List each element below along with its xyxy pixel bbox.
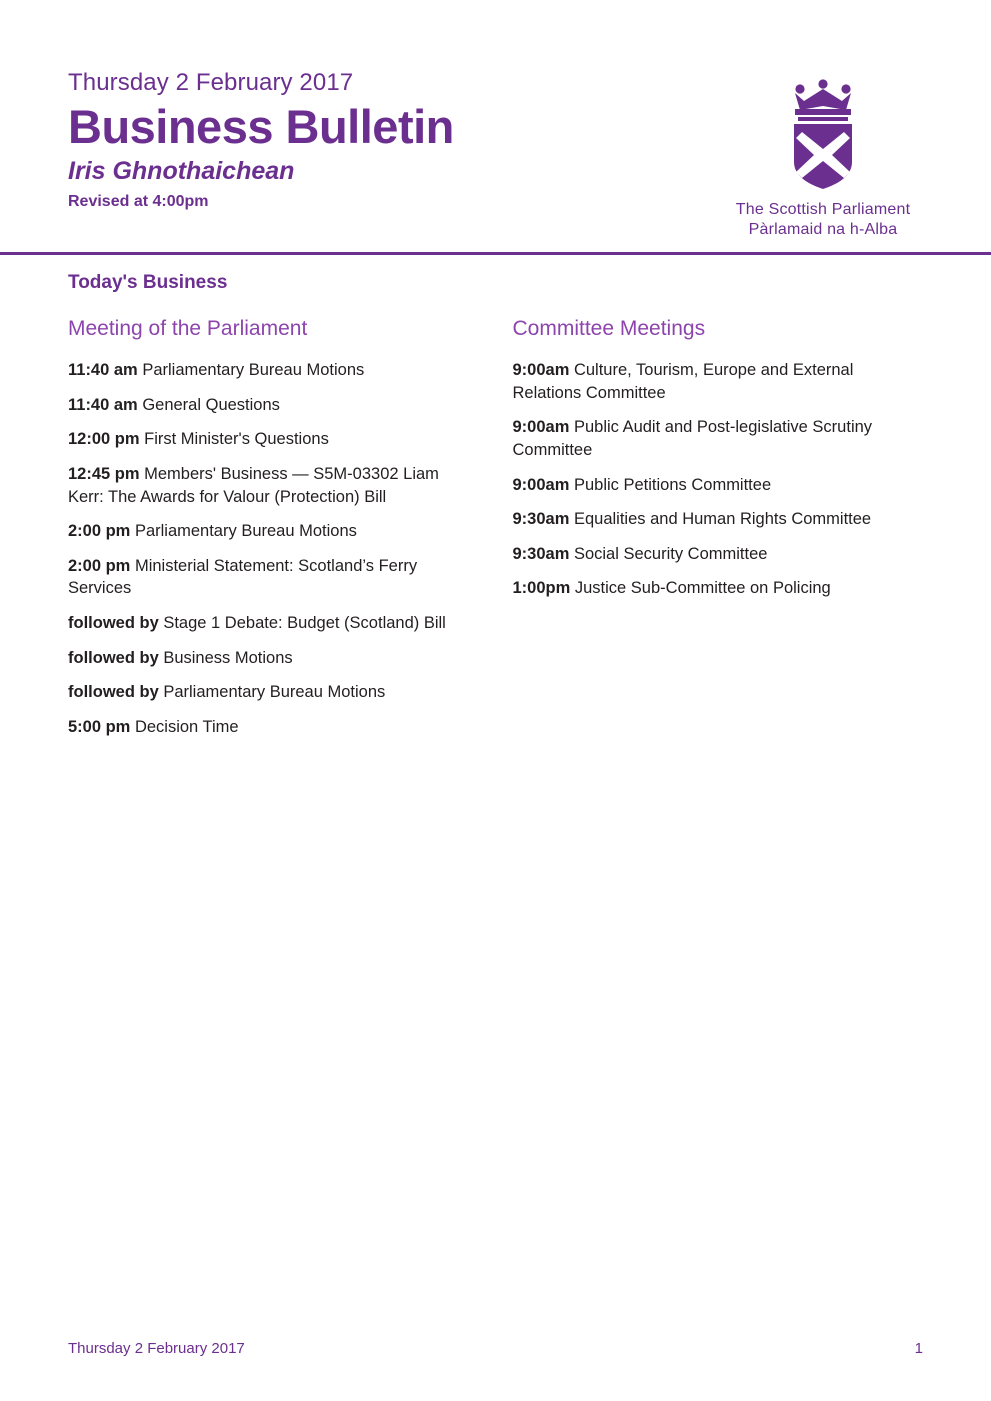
committee-item-time: 9:30am bbox=[512, 544, 570, 563]
committee-item-time: 9:30am bbox=[512, 510, 570, 529]
business-item-text: General Questions bbox=[137, 395, 280, 414]
committee-item-text: Culture, Tourism, Europe and External Relations Committee bbox=[512, 361, 854, 402]
header-subtitle-gaelic: Iris Ghnothaichean bbox=[68, 156, 295, 185]
scottish-parliament-logo bbox=[723, 76, 923, 240]
committee-item bbox=[513, 474, 924, 497]
column-heading: Meeting of the Parliament bbox=[68, 317, 308, 340]
business-item-time: 12:45 pm bbox=[68, 464, 140, 483]
business-item-text: Parliamentary Bureau Motions bbox=[130, 522, 357, 541]
column-committee-meetings bbox=[513, 316, 924, 750]
logo-text-english: The Scottish Parliament bbox=[735, 201, 911, 218]
business-item-text: Parliamentary Bureau Motions bbox=[158, 683, 386, 702]
business-item bbox=[68, 716, 479, 739]
business-item-text: Parliamentary Bureau Motions bbox=[137, 361, 365, 380]
business-item-time: followed by bbox=[68, 683, 159, 702]
business-item-time: 11:40 am bbox=[68, 361, 138, 380]
committee-item bbox=[513, 359, 924, 404]
business-columns bbox=[68, 316, 923, 750]
committee-item-text: Public Audit and Post-legislative Scrutiny Committee bbox=[512, 418, 873, 459]
footer-date: Thursday 2 February 2017 bbox=[68, 1340, 245, 1357]
committee-item bbox=[513, 543, 924, 566]
business-item-text: Business Motions bbox=[158, 648, 293, 667]
section-title-todays-business: Today's Business bbox=[68, 272, 228, 293]
page-title: Business Bulletin bbox=[68, 100, 454, 154]
header-divider bbox=[0, 252, 991, 255]
business-item-time: followed by bbox=[68, 648, 159, 667]
business-item bbox=[68, 612, 479, 635]
header-date: Thursday 2 February 2017 bbox=[68, 69, 354, 96]
business-item bbox=[68, 520, 479, 543]
committee-item-text: Social Security Committee bbox=[569, 544, 768, 563]
business-item-time: 2:00 pm bbox=[68, 522, 131, 541]
document-content bbox=[0, 272, 991, 750]
business-item-text: Stage 1 Debate: Budget (Scotland) Bill bbox=[158, 613, 446, 632]
business-item-time: 5:00 pm bbox=[68, 717, 131, 736]
business-item-text: Ministerial Statement: Scotland’s Ferry Services bbox=[68, 556, 418, 598]
business-item-time: 12:00 pm bbox=[68, 430, 140, 449]
column-meeting-of-the-parliament bbox=[68, 316, 479, 750]
logo-text-gaelic: Pàrlamaid na h-Alba bbox=[748, 221, 898, 238]
committee-item-time: 9:00am bbox=[512, 475, 570, 494]
business-item bbox=[68, 463, 479, 508]
committee-item-time: 1:00pm bbox=[512, 579, 571, 598]
business-item-time: 2:00 pm bbox=[68, 556, 131, 575]
business-item-text: Members' Business — S5M-03302 Liam Kerr: The Awards for Valour (Protection) Bill bbox=[68, 464, 439, 506]
business-item bbox=[68, 359, 479, 382]
business-item bbox=[68, 555, 479, 600]
committee-item-time: 9:00am bbox=[512, 418, 570, 437]
footer-page-number: 1 bbox=[914, 1340, 923, 1357]
committee-item-time: 9:00am bbox=[512, 361, 570, 380]
business-item bbox=[68, 428, 479, 451]
document-footer bbox=[0, 1340, 991, 1357]
header-revised-time: Revised at 4:00pm bbox=[68, 193, 209, 211]
committee-item bbox=[513, 577, 924, 600]
committee-item-text: Equalities and Human Rights Committee bbox=[569, 510, 872, 529]
business-item-text: Decision Time bbox=[130, 717, 239, 736]
committee-item bbox=[513, 508, 924, 531]
column-heading: Committee Meetings bbox=[512, 317, 706, 340]
committee-item bbox=[513, 416, 924, 461]
business-item-time: followed by bbox=[68, 613, 159, 632]
committee-item-text: Public Petitions Committee bbox=[569, 475, 772, 494]
business-item bbox=[68, 647, 479, 670]
business-item bbox=[68, 394, 479, 417]
business-item-text: First Minister's Questions bbox=[139, 430, 329, 449]
committee-item-text: Justice Sub-Committee on Policing bbox=[570, 579, 831, 598]
business-item-time: 11:40 am bbox=[68, 395, 138, 414]
business-item bbox=[68, 681, 479, 704]
parliament-crest-icon bbox=[764, 76, 882, 194]
